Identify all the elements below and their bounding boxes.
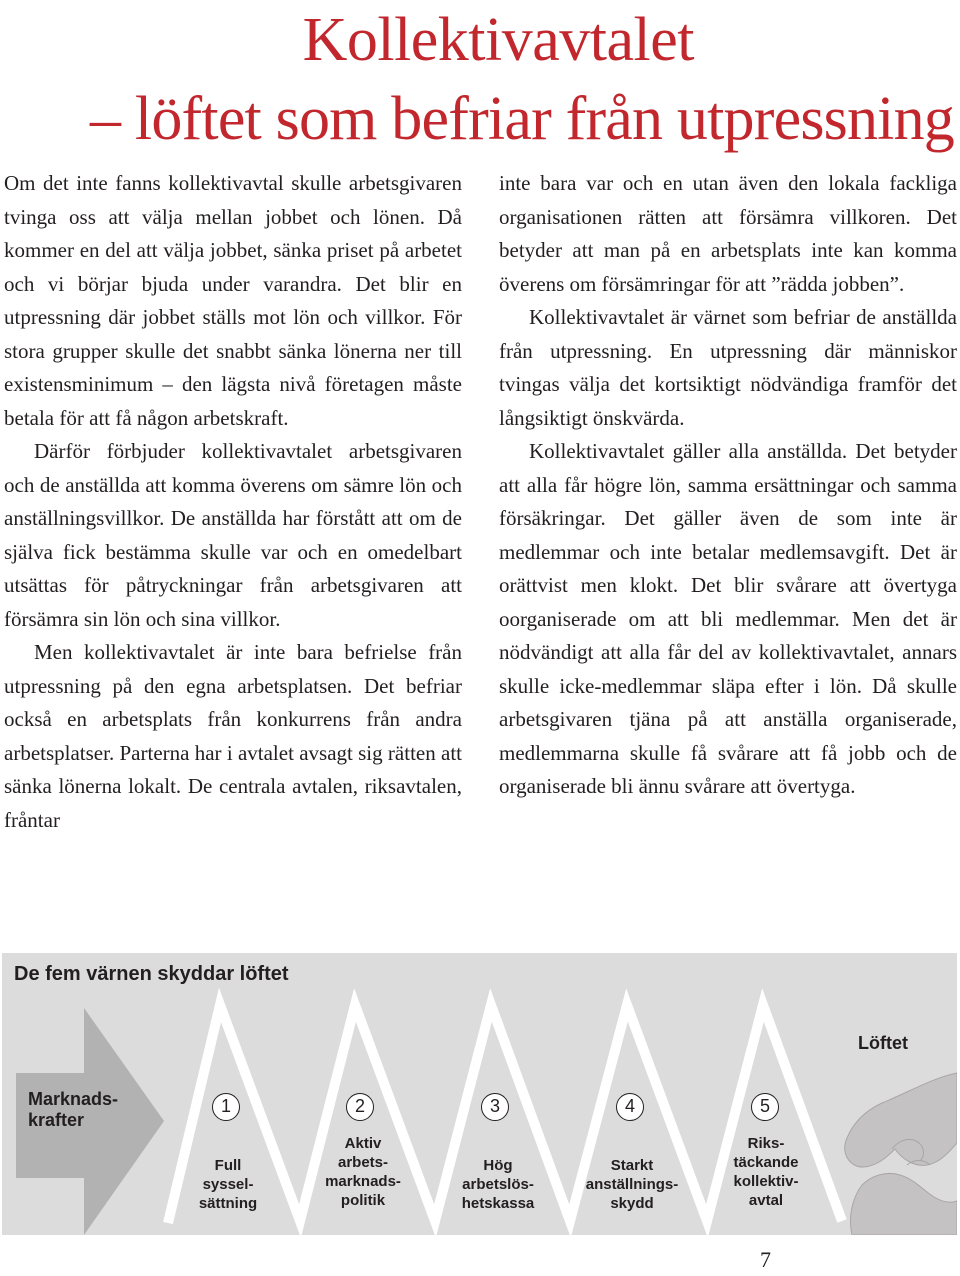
wall-2-label: Aktiv arbets- marknads- politik	[325, 1135, 401, 1209]
wall-2-number: 2	[346, 1093, 374, 1121]
wall-4-label: Starkt anställnings- skydd	[585, 1157, 679, 1212]
wall-3-label: Hög arbetslös- hetskassa	[461, 1157, 535, 1212]
page-number: 7	[760, 1247, 771, 1272]
wall-5-label: Riks- täckande kollektiv- avtal	[733, 1135, 799, 1209]
infobox-title: De fem värnen skyddar löftet	[14, 963, 289, 985]
wall-4-number: 4	[616, 1093, 644, 1121]
promise-label: Löftet	[858, 1033, 908, 1053]
right-paragraph-1: inte bara var och en utan även den lokala fackliga organisationen rätten att försämra villkoren. Det betyder att man på en arbetsplats inte kan komma överens om försämringar för att ”rädda jobben”.	[499, 171, 957, 296]
holding-hands-icon	[845, 1073, 957, 1235]
right-column	[499, 167, 957, 804]
left-paragraph-3: Men kollektivavtalet är inte bara befrielse från utpressning på den egna arbetsplatsen. Det befriar också en arbetsplats från konkurrens från andra arbetsplatser. Parterna har i avtalet avsagt sig rätten att sänka lönerna lokalt. De centrala avtalen, riksavtalen, fråntar	[4, 640, 462, 832]
left-column	[4, 167, 462, 837]
right-paragraph-3: Kollektivavtalet gäller alla anställda. Det betyder att alla får högre lön, samma ersättningar och samma försäkringar. Det gäller även de som inte är medlemmar och inte betalar medlemsavgift. Det är orättvist men klokt. Det blir svårare att övertyga oorganiserade om att bli medlemmar. Men det är nödvändigt att alla får del av kollektivavtalet, annars skulle icke-medlemmar släpa efter i lön. Då skulle arbetsgivaren tjäna på att anställa organiserade, medlemmarna skulle få svårare att få jobb och de organiserade bli ännu svårare att övertyga.	[499, 439, 957, 798]
title-line-1: Kollektivavtalet	[302, 6, 694, 74]
infobox	[2, 953, 957, 1235]
wall-1-number: 1	[212, 1093, 240, 1121]
wall-1-label: Full syssel- sättning	[198, 1157, 258, 1212]
right-paragraph-2: Kollektivavtalet är värnet som befriar de anställda från utpressning. En utpressning där människor tvingas välja det kortsiktigt nödvändiga framför det långsiktigt önskvärda.	[499, 305, 957, 430]
left-paragraph-2: Därför förbjuder kollektivavtalet arbetsgivaren och de anställda att komma överens om sämre lön och anställningsvillkor. De anställda har förstått att om de själva fick bestämma skulle var och en omedelbart utsättas för påtryckningar från arbetsgivaren att försämra sin lön och sina villkor.	[4, 439, 462, 631]
market-forces-label: Marknads- krafter	[28, 1089, 119, 1130]
wall-3-number: 3	[481, 1093, 509, 1121]
left-paragraph-1: Om det inte fanns kollektivavtal skulle arbetsgivaren tvinga oss att välja mellan jobbet och lönen. Då kommer en del att välja jobbet, sänka priset på arbetet och vi börjar bjuda under varandra. Det blir en utpressning där jobbet ställs mot lön och villkor. För stora grupper skulle det snabbt sänka lönerna ner till existensminimum – den lägsta nivå företagen måste betala för att få någon arbetskraft.	[4, 171, 462, 430]
wall-5-number: 5	[751, 1093, 779, 1121]
title-line-2: – löftet som befriar från utpressning	[90, 85, 954, 153]
